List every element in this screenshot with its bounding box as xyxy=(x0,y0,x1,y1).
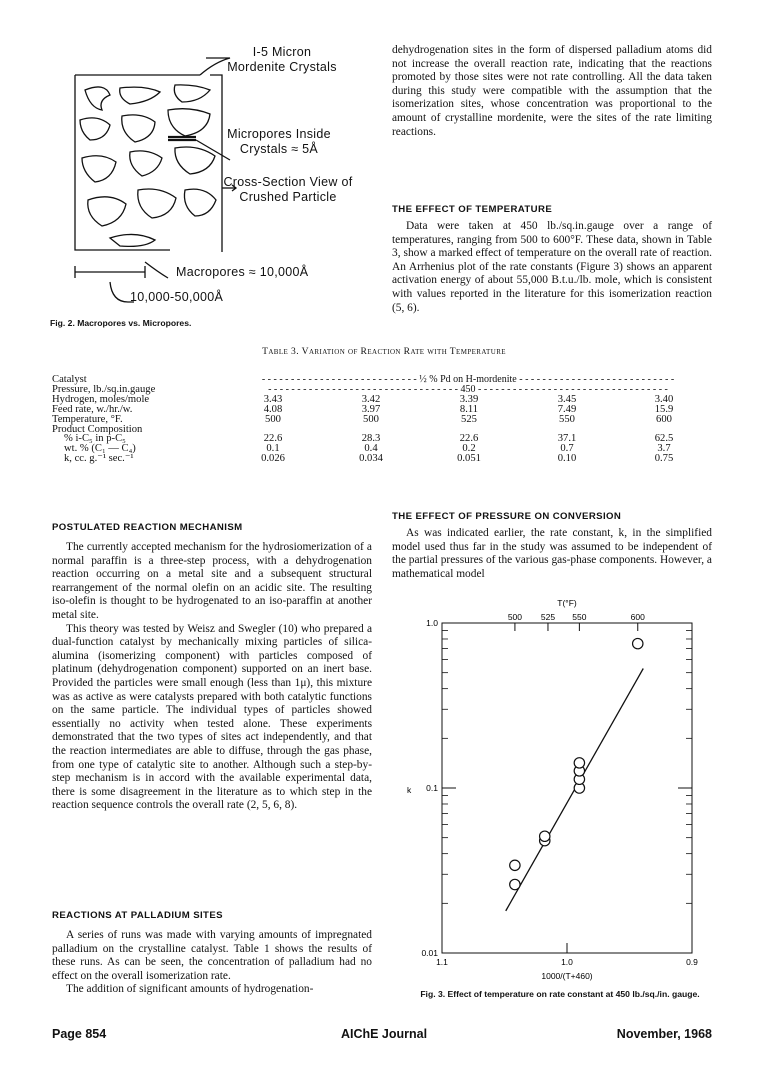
pressure-section xyxy=(392,527,712,581)
table3-cell: 28.3 xyxy=(361,433,381,445)
fig3-top-tick-label: 525 xyxy=(540,612,556,622)
fig2-label-cross-line2: Crushed Particle xyxy=(239,190,337,204)
table3-row-label: Hydrogen, moles/mole xyxy=(52,393,150,405)
table3-title: Table 3. Variation of Reaction Rate with Temperature xyxy=(262,346,506,357)
paragraph-palladium-2: The addition of significant amounts of hydrogenation- xyxy=(66,983,314,996)
fig3-caption: Fig. 3. Effect of temperature on rate constant at 450 lb./sq./in. gauge. xyxy=(420,989,700,999)
temperature-section xyxy=(392,220,712,315)
fig3-x-tick-label: 1.1 xyxy=(436,957,448,967)
fig2-label-cross-line1: Cross-Section View of xyxy=(223,175,353,189)
table3-cell: 0.2 xyxy=(462,443,476,455)
paragraph-dehydrogenation: dehydrogenation sites in the form of dispersed palladium atoms did not increase the overall reaction rate, indicating that the reactions promoted by those sites were not rate controlling. All the data taken during this study were compatible with the assumption that the isomerization sites, whose concentration was proportional to the amount of crystalline mordenite, were the sites of the rate limiting reactions. xyxy=(392,44,712,138)
table3-row-label: Pressure, lb./sq.in.gauge xyxy=(52,383,156,395)
fig3-x-tick-label: 1.0 xyxy=(561,957,573,967)
table3-cell: 22.6 xyxy=(459,433,479,445)
table3-cell: 500 xyxy=(265,413,281,425)
fig3-chart xyxy=(400,592,720,982)
fig2-label-cross-section xyxy=(218,175,358,205)
footer-date: November, 1968 xyxy=(616,1027,712,1041)
paragraph-mechanism-1: The currently accepted mechanism for the hydrosiomerization of a normal paraffin is a three-step process, with a dehydrogenation reaction occurring on a metal site and a subsequent structural rearrangement of the normal olefin on an acidic site. The resulting iso-olefin is thought to be hydrogenated to an iso-paraffin at another metal site. xyxy=(52,541,372,621)
table3-row xyxy=(52,395,712,405)
fig2-label-micropores xyxy=(224,127,334,157)
table3-cell: 3.97 xyxy=(361,403,381,415)
table3-cell: 3.7 xyxy=(657,443,671,455)
paragraph-pressure: As was indicated earlier, the rate constant, k, in the simplified model used thus far in the study was assumed to be independent of the partial pressures of the various gas-phase components. However, a mathematical model xyxy=(392,527,712,580)
mechanism-section xyxy=(52,541,372,813)
footer-journal: AIChE Journal xyxy=(340,1027,428,1041)
footer-page: Page 854 xyxy=(52,1027,107,1041)
table3-cell: 15.9 xyxy=(654,403,674,415)
fig3-top-tick-label: 600 xyxy=(630,612,645,622)
fig2-label-micropores-line2: Crystals ≈ 5Å xyxy=(239,142,319,156)
fig3-data-point xyxy=(633,638,643,648)
heading-palladium-sites: REACTIONS AT PALLADIUM SITES xyxy=(52,910,223,921)
fig2-caption: Fig. 2. Macropores vs. Micropores. xyxy=(50,318,192,328)
heading-effect-pressure: THE EFFECT OF PRESSURE ON CONVERSION xyxy=(392,511,622,522)
fig3-data-point xyxy=(540,831,550,841)
table3-cell: 0.1 xyxy=(266,443,280,455)
table3-row-label: % i-C₅ in p-C₅ xyxy=(64,433,126,445)
table3-row xyxy=(52,405,712,415)
paragraph-temperature: Data were taken at 450 lb./sq.in.gauge over a range of temperatures, ranging from 500 to 600°F. These data, shown in Table 3, show a marked effect of temperature on the overall rate of reaction. An Arrhenius plot of the rate constants (Figure 3) shows an apparent activation energy of about 55,000 B.t.u./lb. mole, which is consistent with values reported in the literature for this isomerization reaction (5, 6). xyxy=(392,220,712,314)
table3-cell: 4.08 xyxy=(263,403,283,415)
table3-cell: 3.45 xyxy=(557,393,577,405)
fig3-x-tick-label: 0.9 xyxy=(686,957,698,967)
table3-cell: 525 xyxy=(461,413,477,425)
table3-cell: 3.39 xyxy=(459,393,479,405)
fig2-label-crystals-line2: Mordenite Crystals xyxy=(227,60,337,74)
table3-cell: 62.5 xyxy=(654,433,674,445)
table3-cell: 550 xyxy=(559,413,575,425)
table3-span-cell: - - - - - - - - - - - - - - - - - - - - - - - - - - - ½ % Pd on H-mordenite - - - - - - - - - - - - - - - - - - - - - - - - - - - xyxy=(261,374,675,385)
fig2-label-range: 10,000-50,000Å xyxy=(130,290,224,304)
table3-row xyxy=(52,454,712,464)
table3-span-cell: - - - - - - - - - - - - - - - - - - - - - - - - - - - - - - - - - 450 - - - - - - - - - - - - - - - - - - - - - - - - - - - - - - - - - xyxy=(268,383,668,395)
table3-row xyxy=(52,385,712,395)
fig3-top-tick-label: 500 xyxy=(507,612,523,622)
heading-reaction-mechanism: POSTULATED REACTION MECHANISM xyxy=(52,522,243,533)
table3-row-label: Catalyst xyxy=(52,374,87,385)
fig3-data-point xyxy=(510,879,520,889)
table3-cell: 0.4 xyxy=(364,443,378,455)
fig3-top-tick-label: 550 xyxy=(572,612,587,622)
table3-row-label: Product Composition xyxy=(52,423,143,435)
table3-cell: 500 xyxy=(363,413,379,425)
table3-row-label: k, cc. g.⁻¹ sec.⁻¹ xyxy=(64,453,134,465)
table3-cell: 0.7 xyxy=(560,443,574,455)
paragraph-palladium-1: A series of runs was made with varying amounts of impregnated palladium on the crystalline catalyst. Table 1 shows the results of these runs. As can be seen, the concentration of palladium had no effect on the overall isomerization rate. xyxy=(52,929,372,982)
right-top-column xyxy=(392,44,712,139)
fig3-y-tick-label: 1.0 xyxy=(426,618,438,628)
fig3-data-point xyxy=(510,860,520,870)
table3-row xyxy=(52,434,712,444)
table3-row-label: wt. % (C₁ — C₄) xyxy=(64,443,136,455)
fig2-label-crystals-line1: I-5 Micron xyxy=(252,45,312,59)
table3-row xyxy=(52,415,712,425)
fig3-top-axis-label: T(°F) xyxy=(557,598,577,608)
table3-row xyxy=(52,425,712,435)
paragraph-mechanism-2: This theory was tested by Weisz and Swegler (10) who prepared a dual-function catalyst by mechanically mixing particles of silica-alumina (isomerizing component) with particles composed of platinum (dehydrogenation component) supported on an inert base. Provided the particles were small enough (less than 1μ), this mixture was as active as were catalysts prepared with both catalytic functions on the same particle. The individual types of particles showed essentially no activity when tested alone. These experiments demonstrated that the two types of sites act independently, and that the reaction intermediates are able to diffuse, through the gas phase, from one type of catalytic site to another. Although such a step-by-step mechanism is in accord with the available experimental data, there is some disagreement in the literature as to which step in the reaction sequence controls the overall rate (2, 5, 6, 8). xyxy=(52,622,372,812)
table3-cell: 0.026 xyxy=(261,453,285,465)
table3-row-label: Temperature, °F. xyxy=(52,413,123,425)
table3 xyxy=(52,375,712,464)
table3-cell: 3.42 xyxy=(361,393,381,405)
fig2-label-crystals xyxy=(222,45,342,75)
table3-cell: 37.1 xyxy=(557,433,577,445)
table3-cell: 3.40 xyxy=(654,393,674,405)
table3-cell: 3.43 xyxy=(263,393,283,405)
table3-cell: 7.49 xyxy=(557,403,577,415)
table3-cell: 0.75 xyxy=(654,453,674,465)
table3-cell: 600 xyxy=(656,413,672,425)
fig2-label-micropores-line1: Micropores Inside xyxy=(227,127,331,141)
fig3-y-axis-label: k xyxy=(407,785,412,795)
table3-cell: 8.11 xyxy=(459,403,479,415)
fig3-y-tick-label: 0.01 xyxy=(421,948,438,958)
heading-effect-temperature: THE EFFECT OF TEMPERATURE xyxy=(392,204,553,215)
fig3-data-point xyxy=(574,758,584,768)
table3-cell: 0.034 xyxy=(359,453,383,465)
table3-cell: 0.051 xyxy=(457,453,481,465)
fig2-label-macropores: Macropores ≈ 10,000Å xyxy=(176,265,309,279)
table3-cell: 0.10 xyxy=(557,453,577,465)
palladium-section xyxy=(52,929,372,997)
table3-cell: 22.6 xyxy=(263,433,283,445)
fig3-y-tick-label: 0.1 xyxy=(426,783,438,793)
table3-row-label: Feed rate, w./hr./w. xyxy=(52,403,133,415)
fig3-plot-frame xyxy=(442,623,692,953)
fig3-x-axis-label: 1000/(T+460) xyxy=(541,971,593,981)
